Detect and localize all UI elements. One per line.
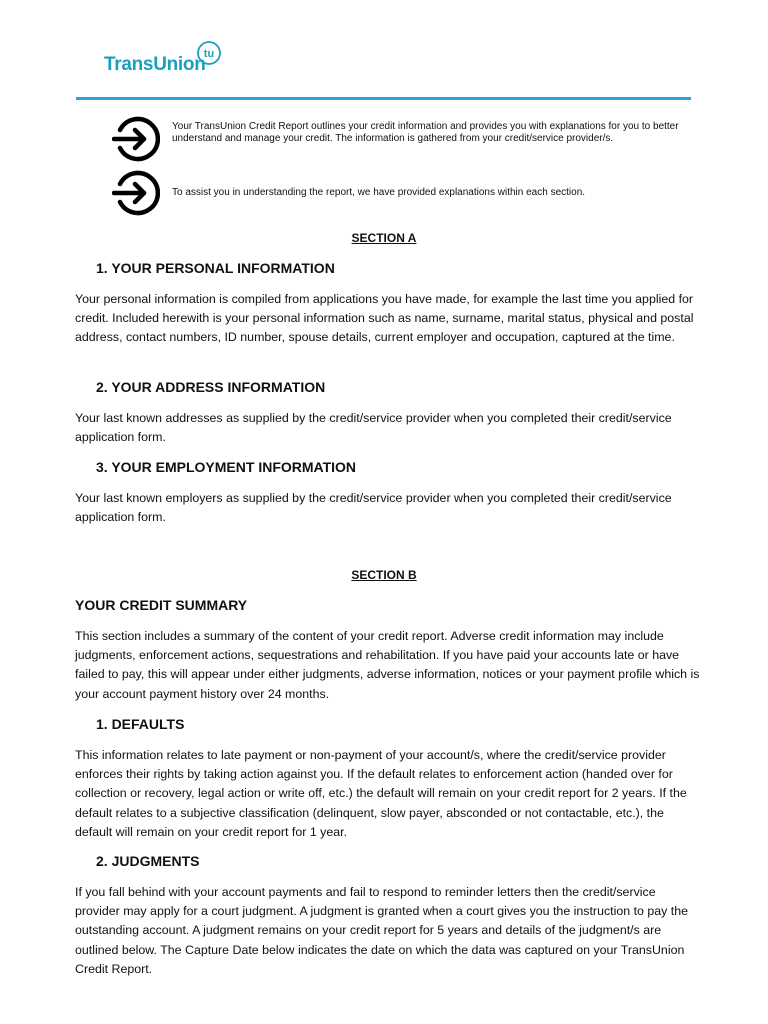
address-info-heading: 2. YOUR ADDRESS INFORMATION <box>96 379 326 395</box>
defaults-body: This information relates to late payment or non-payment of your account/s, where the credit/service provider enforces their rights by taking action against you. If the default relates to enforcement action (handed over for collection or recovery, legal action or write off, etc.) the default will remain on your credit report for 2 years. If the default relates to a subjective classification (delinquent, slow payer, absconded or not contactable, etc.), the default will remain on your credit report for 1 year. <box>75 748 687 839</box>
logo-brand-text: TransUnion <box>104 54 206 75</box>
credit-summary-body: This section includes a summary of the content of your credit report. Adverse credit information may include judgments, enforcement actions, sequestrations and rehabilitation. If you have paid your accounts late or have failed to pay, this will appear under either judgments, adverse information, notices or your payment profile which is your account payment history over 24 months. <box>75 629 700 701</box>
employment-info-heading: 3. YOUR EMPLOYMENT INFORMATION <box>96 459 357 475</box>
defaults-heading: 1. DEFAULTS <box>96 716 185 732</box>
intro-text-2: To assist you in understanding the report, we have provided explanations within each section. <box>172 187 586 198</box>
svg-text:tu: tu <box>203 48 215 60</box>
tu-logo-icon <box>196 40 222 66</box>
judgments-heading: 2. JUDGMENTS <box>96 853 200 869</box>
intro-text-1: Your TransUnion Credit Report outlines your credit information and provides you with explanations for you to better understand and manage your credit. The information is gathered from your credit/service provider/s. <box>172 121 679 144</box>
header-rule <box>76 97 691 100</box>
judgments-body: If you fall behind with your account payments and fail to respond to reminder letters then the credit/service provider may apply for a court judgment. A judgment is granted when a court gives you the instruction to pay the outstanding account. A judgment remains on your credit report for 5 years and details of the judgment/s are outlined below. The Capture Date below indicates the date on which the data was captured on your TransUnion Credit Report. <box>75 885 688 976</box>
section-a-label: SECTION A <box>351 231 417 245</box>
arrow-right-circle-icon <box>112 115 160 163</box>
personal-info-body: Your personal information is compiled from applications you have made, for example the last time you applied for credit. Included herewith is your personal information such as name, surname, marital status, physical and postal address, contact numbers, ID number, spouse details, current employer and occupation, captured at the time. <box>75 292 694 345</box>
section-b-label: SECTION B <box>351 568 417 582</box>
address-info-body: Your last known addresses as supplied by the credit/service provider when you completed their credit/service application form. <box>75 411 672 445</box>
arrow-right-circle-icon <box>112 169 160 217</box>
personal-info-heading: 1. YOUR PERSONAL INFORMATION <box>96 260 335 276</box>
employment-info-body: Your last known employers as supplied by the credit/service provider when you completed their credit/service application form. <box>75 491 672 525</box>
credit-summary-heading: YOUR CREDIT SUMMARY <box>75 597 248 613</box>
